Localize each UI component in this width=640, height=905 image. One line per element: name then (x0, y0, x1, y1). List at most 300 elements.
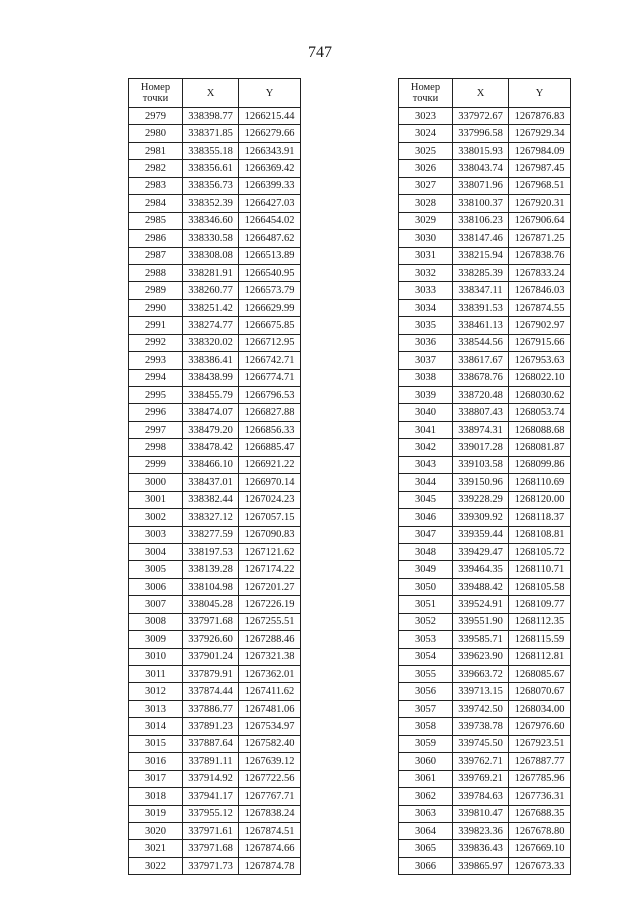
table-row (399, 805, 571, 822)
point-number-cell: 2983 (129, 177, 183, 194)
point-number-cell: 2996 (129, 404, 183, 421)
y-coordinate-cell: 1266343.91 (239, 142, 301, 159)
table-row (129, 421, 301, 438)
x-coordinate-cell: 338260.77 (183, 282, 239, 299)
y-coordinate-cell: 1267362.01 (239, 666, 301, 683)
point-number-cell: 3059 (399, 735, 453, 752)
y-coordinate-cell: 1268109.77 (509, 596, 571, 613)
x-coordinate-cell: 337886.77 (183, 700, 239, 717)
x-coordinate-cell: 338678.76 (453, 369, 509, 386)
point-number-cell: 2980 (129, 125, 183, 142)
table-row (129, 596, 301, 613)
table-row (399, 509, 571, 526)
y-coordinate-cell: 1266629.99 (239, 299, 301, 316)
y-coordinate-cell: 1267121.62 (239, 543, 301, 560)
x-coordinate-cell: 337996.58 (453, 125, 509, 142)
table-row (399, 700, 571, 717)
x-coordinate-cell: 338100.37 (453, 195, 509, 212)
y-coordinate-cell: 1267481.06 (239, 700, 301, 717)
y-coordinate-cell: 1267838.76 (509, 247, 571, 264)
y-coordinate-cell: 1267673.33 (509, 857, 571, 874)
table-row (399, 822, 571, 839)
point-number-cell: 3007 (129, 596, 183, 613)
header-point-number: Номер точки (399, 79, 453, 108)
point-number-cell: 3023 (399, 108, 453, 125)
x-coordinate-cell: 338104.98 (183, 578, 239, 595)
y-coordinate-cell: 1266279.66 (239, 125, 301, 142)
y-coordinate-cell: 1267902.97 (509, 317, 571, 334)
point-number-cell: 3018 (129, 788, 183, 805)
table-row (399, 631, 571, 648)
x-coordinate-cell: 338251.42 (183, 299, 239, 316)
x-coordinate-cell: 337955.12 (183, 805, 239, 822)
point-number-cell: 3058 (399, 718, 453, 735)
point-number-cell: 3055 (399, 666, 453, 683)
x-coordinate-cell: 339738.78 (453, 718, 509, 735)
y-coordinate-cell: 1268081.87 (509, 439, 571, 456)
point-number-cell: 2995 (129, 387, 183, 404)
table-row (399, 334, 571, 351)
table-row (399, 369, 571, 386)
x-coordinate-cell: 339359.44 (453, 526, 509, 543)
x-coordinate-cell: 338277.59 (183, 526, 239, 543)
table-row (399, 387, 571, 404)
table-row (399, 264, 571, 281)
y-coordinate-cell: 1267874.78 (239, 857, 301, 874)
y-coordinate-cell: 1266487.62 (239, 230, 301, 247)
point-number-cell: 3016 (129, 753, 183, 770)
point-number-cell: 2989 (129, 282, 183, 299)
point-number-cell: 3026 (399, 160, 453, 177)
x-coordinate-cell: 338347.11 (453, 282, 509, 299)
header-y: Y (509, 79, 571, 108)
x-coordinate-cell: 338371.85 (183, 125, 239, 142)
table-row (129, 439, 301, 456)
x-coordinate-cell: 337887.64 (183, 735, 239, 752)
point-number-cell: 3034 (399, 299, 453, 316)
point-number-cell: 3045 (399, 491, 453, 508)
y-coordinate-cell: 1268120.00 (509, 491, 571, 508)
point-number-cell: 3042 (399, 439, 453, 456)
point-number-cell: 3053 (399, 631, 453, 648)
y-coordinate-cell: 1268112.81 (509, 648, 571, 665)
point-number-cell: 3033 (399, 282, 453, 299)
table-row (129, 160, 301, 177)
table-row (399, 299, 571, 316)
y-coordinate-cell: 1267669.10 (509, 840, 571, 857)
point-number-cell: 3031 (399, 247, 453, 264)
point-number-cell: 3057 (399, 700, 453, 717)
y-coordinate-cell: 1267987.45 (509, 160, 571, 177)
y-coordinate-cell: 1267201.27 (239, 578, 301, 595)
point-number-cell: 2998 (129, 439, 183, 456)
x-coordinate-cell: 337971.73 (183, 857, 239, 874)
x-coordinate-cell: 339810.47 (453, 805, 509, 822)
header-y: Y (239, 79, 301, 108)
table-row (399, 561, 571, 578)
y-coordinate-cell: 1268053.74 (509, 404, 571, 421)
table-row (129, 561, 301, 578)
x-coordinate-cell: 339745.50 (453, 735, 509, 752)
table-row (129, 212, 301, 229)
point-number-cell: 3011 (129, 666, 183, 683)
y-coordinate-cell: 1267846.03 (509, 282, 571, 299)
table-row (129, 317, 301, 334)
table-row (129, 805, 301, 822)
x-coordinate-cell: 339488.42 (453, 578, 509, 595)
table-row (399, 491, 571, 508)
y-coordinate-cell: 1267722.56 (239, 770, 301, 787)
point-number-cell: 3009 (129, 631, 183, 648)
point-number-cell: 3004 (129, 543, 183, 560)
coordinates-table-right (398, 78, 571, 875)
table-row (399, 718, 571, 735)
x-coordinate-cell: 338807.43 (453, 404, 509, 421)
table-row (399, 578, 571, 595)
table-row (399, 526, 571, 543)
y-coordinate-cell: 1267953.63 (509, 352, 571, 369)
y-coordinate-cell: 1266215.44 (239, 108, 301, 125)
point-number-cell: 2988 (129, 264, 183, 281)
y-coordinate-cell: 1268030.62 (509, 387, 571, 404)
x-coordinate-cell: 339865.97 (453, 857, 509, 874)
y-coordinate-cell: 1266742.71 (239, 352, 301, 369)
table-row (399, 596, 571, 613)
x-coordinate-cell: 337972.67 (453, 108, 509, 125)
table-row (399, 543, 571, 560)
table-row (399, 247, 571, 264)
y-coordinate-cell: 1267736.31 (509, 788, 571, 805)
y-coordinate-cell: 1268022.10 (509, 369, 571, 386)
y-coordinate-cell: 1266856.33 (239, 421, 301, 438)
table-row (399, 735, 571, 752)
point-number-cell: 3044 (399, 474, 453, 491)
x-coordinate-cell: 338285.39 (453, 264, 509, 281)
point-number-cell: 3017 (129, 770, 183, 787)
y-coordinate-cell: 1266399.33 (239, 177, 301, 194)
y-coordinate-cell: 1267255.51 (239, 613, 301, 630)
point-number-cell: 2999 (129, 456, 183, 473)
table-row (129, 195, 301, 212)
y-coordinate-cell: 1267876.83 (509, 108, 571, 125)
point-number-cell: 3036 (399, 334, 453, 351)
point-number-cell: 2994 (129, 369, 183, 386)
y-coordinate-cell: 1267833.24 (509, 264, 571, 281)
table-row (399, 840, 571, 857)
x-coordinate-cell: 338139.28 (183, 561, 239, 578)
table-row (399, 474, 571, 491)
x-coordinate-cell: 338197.53 (183, 543, 239, 560)
table-row (129, 788, 301, 805)
point-number-cell: 3050 (399, 578, 453, 595)
point-number-cell: 2992 (129, 334, 183, 351)
y-coordinate-cell: 1266454.02 (239, 212, 301, 229)
point-number-cell: 3003 (129, 526, 183, 543)
point-number-cell: 2981 (129, 142, 183, 159)
x-coordinate-cell: 338356.73 (183, 177, 239, 194)
x-coordinate-cell: 338479.20 (183, 421, 239, 438)
table-row (399, 857, 571, 874)
point-number-cell: 3037 (399, 352, 453, 369)
table-row (399, 195, 571, 212)
y-coordinate-cell: 1268088.68 (509, 421, 571, 438)
table-row (129, 526, 301, 543)
table-row (129, 404, 301, 421)
table-row (129, 822, 301, 839)
x-coordinate-cell: 337926.60 (183, 631, 239, 648)
x-coordinate-cell: 338327.12 (183, 509, 239, 526)
y-coordinate-cell: 1268034.00 (509, 700, 571, 717)
y-coordinate-cell: 1266774.71 (239, 369, 301, 386)
table-row (129, 456, 301, 473)
y-coordinate-cell: 1267678.80 (509, 822, 571, 839)
x-coordinate-cell: 338544.56 (453, 334, 509, 351)
y-coordinate-cell: 1267906.64 (509, 212, 571, 229)
table-row (129, 142, 301, 159)
point-number-cell: 2993 (129, 352, 183, 369)
x-coordinate-cell: 338438.99 (183, 369, 239, 386)
point-number-cell: 2984 (129, 195, 183, 212)
y-coordinate-cell: 1267920.31 (509, 195, 571, 212)
x-coordinate-cell: 339429.47 (453, 543, 509, 560)
x-coordinate-cell: 339150.96 (453, 474, 509, 491)
point-number-cell: 3066 (399, 857, 453, 874)
point-number-cell: 3047 (399, 526, 453, 543)
x-coordinate-cell: 339623.90 (453, 648, 509, 665)
y-coordinate-cell: 1267968.51 (509, 177, 571, 194)
x-coordinate-cell: 337971.61 (183, 822, 239, 839)
x-coordinate-cell: 339762.71 (453, 753, 509, 770)
table-row (129, 578, 301, 595)
point-number-cell: 3056 (399, 683, 453, 700)
header-x: X (453, 79, 509, 108)
point-number-cell: 3049 (399, 561, 453, 578)
table-row (129, 613, 301, 630)
y-coordinate-cell: 1268110.71 (509, 561, 571, 578)
x-coordinate-cell: 338720.48 (453, 387, 509, 404)
y-coordinate-cell: 1266369.42 (239, 160, 301, 177)
point-number-cell: 2987 (129, 247, 183, 264)
table-row (129, 108, 301, 125)
x-coordinate-cell: 338355.18 (183, 142, 239, 159)
x-coordinate-cell: 337971.68 (183, 840, 239, 857)
x-coordinate-cell: 338147.46 (453, 230, 509, 247)
y-coordinate-cell: 1267639.12 (239, 753, 301, 770)
x-coordinate-cell: 339551.90 (453, 613, 509, 630)
table-row (399, 282, 571, 299)
table-row (129, 753, 301, 770)
point-number-cell: 3013 (129, 700, 183, 717)
point-number-cell: 3064 (399, 822, 453, 839)
table-row (129, 387, 301, 404)
point-number-cell: 3029 (399, 212, 453, 229)
y-coordinate-cell: 1266970.14 (239, 474, 301, 491)
y-coordinate-cell: 1268108.81 (509, 526, 571, 543)
x-coordinate-cell: 338466.10 (183, 456, 239, 473)
y-coordinate-cell: 1267923.51 (509, 735, 571, 752)
header-x: X (183, 79, 239, 108)
point-number-cell: 3032 (399, 264, 453, 281)
y-coordinate-cell: 1267874.51 (239, 822, 301, 839)
point-number-cell: 3041 (399, 421, 453, 438)
coordinates-table-left (128, 78, 301, 875)
table-row (399, 439, 571, 456)
x-coordinate-cell: 338478.42 (183, 439, 239, 456)
point-number-cell: 3048 (399, 543, 453, 560)
table-row (399, 666, 571, 683)
y-coordinate-cell: 1268085.67 (509, 666, 571, 683)
x-coordinate-cell: 337971.68 (183, 613, 239, 630)
x-coordinate-cell: 338437.01 (183, 474, 239, 491)
y-coordinate-cell: 1267174.22 (239, 561, 301, 578)
point-number-cell: 3024 (399, 125, 453, 142)
point-number-cell: 3000 (129, 474, 183, 491)
x-coordinate-cell: 338398.77 (183, 108, 239, 125)
y-coordinate-cell: 1267874.55 (509, 299, 571, 316)
x-coordinate-cell: 338045.28 (183, 596, 239, 613)
table-row (399, 421, 571, 438)
table-row (129, 247, 301, 264)
x-coordinate-cell: 338346.60 (183, 212, 239, 229)
table-row (129, 491, 301, 508)
table-row (129, 631, 301, 648)
y-coordinate-cell: 1266427.03 (239, 195, 301, 212)
table-row (399, 613, 571, 630)
x-coordinate-cell: 338617.67 (453, 352, 509, 369)
x-coordinate-cell: 338330.58 (183, 230, 239, 247)
table-row (129, 857, 301, 874)
x-coordinate-cell: 337891.11 (183, 753, 239, 770)
x-coordinate-cell: 338274.77 (183, 317, 239, 334)
table-row (129, 125, 301, 142)
x-coordinate-cell: 339663.72 (453, 666, 509, 683)
y-coordinate-cell: 1268115.59 (509, 631, 571, 648)
table-row (399, 142, 571, 159)
table-row (129, 369, 301, 386)
table-row (399, 108, 571, 125)
x-coordinate-cell: 339713.15 (453, 683, 509, 700)
point-number-cell: 2985 (129, 212, 183, 229)
table-row (129, 352, 301, 369)
point-number-cell: 3008 (129, 613, 183, 630)
point-number-cell: 3028 (399, 195, 453, 212)
x-coordinate-cell: 338320.02 (183, 334, 239, 351)
point-number-cell: 3043 (399, 456, 453, 473)
y-coordinate-cell: 1267874.66 (239, 840, 301, 857)
point-number-cell: 3002 (129, 509, 183, 526)
y-coordinate-cell: 1267871.25 (509, 230, 571, 247)
table-row (129, 683, 301, 700)
x-coordinate-cell: 339524.91 (453, 596, 509, 613)
table-row (399, 788, 571, 805)
x-coordinate-cell: 338308.08 (183, 247, 239, 264)
table-row (399, 317, 571, 334)
point-number-cell: 3062 (399, 788, 453, 805)
y-coordinate-cell: 1268070.67 (509, 683, 571, 700)
y-coordinate-cell: 1267057.15 (239, 509, 301, 526)
y-coordinate-cell: 1267929.34 (509, 125, 571, 142)
table-row (129, 230, 301, 247)
y-coordinate-cell: 1267838.24 (239, 805, 301, 822)
x-coordinate-cell: 339585.71 (453, 631, 509, 648)
table-row (129, 735, 301, 752)
point-number-cell: 3022 (129, 857, 183, 874)
x-coordinate-cell: 337914.92 (183, 770, 239, 787)
y-coordinate-cell: 1267785.96 (509, 770, 571, 787)
y-coordinate-cell: 1268110.69 (509, 474, 571, 491)
table-row (129, 509, 301, 526)
point-number-cell: 2982 (129, 160, 183, 177)
table-row (399, 125, 571, 142)
table-row (129, 334, 301, 351)
x-coordinate-cell: 339464.35 (453, 561, 509, 578)
table-row (129, 299, 301, 316)
y-coordinate-cell: 1266796.53 (239, 387, 301, 404)
table-row (129, 474, 301, 491)
point-number-cell: 3030 (399, 230, 453, 247)
x-coordinate-cell: 338382.44 (183, 491, 239, 508)
y-coordinate-cell: 1267976.60 (509, 718, 571, 735)
y-coordinate-cell: 1267321.38 (239, 648, 301, 665)
point-number-cell: 3051 (399, 596, 453, 613)
table-row (399, 352, 571, 369)
table-row (399, 683, 571, 700)
point-number-cell: 3010 (129, 648, 183, 665)
table-row (129, 770, 301, 787)
point-number-cell: 3039 (399, 387, 453, 404)
x-coordinate-cell: 338071.96 (453, 177, 509, 194)
header-point-number: Номер точки (129, 79, 183, 108)
table-row (399, 456, 571, 473)
x-coordinate-cell: 338352.39 (183, 195, 239, 212)
x-coordinate-cell: 337879.91 (183, 666, 239, 683)
table-row (399, 160, 571, 177)
x-coordinate-cell: 338015.93 (453, 142, 509, 159)
x-coordinate-cell: 338386.41 (183, 352, 239, 369)
table-row (399, 230, 571, 247)
table-row (399, 212, 571, 229)
x-coordinate-cell: 338461.13 (453, 317, 509, 334)
y-coordinate-cell: 1266540.95 (239, 264, 301, 281)
x-coordinate-cell: 338474.07 (183, 404, 239, 421)
point-number-cell: 3046 (399, 509, 453, 526)
point-number-cell: 2990 (129, 299, 183, 316)
table-row (129, 177, 301, 194)
x-coordinate-cell: 339823.36 (453, 822, 509, 839)
x-coordinate-cell: 338281.91 (183, 264, 239, 281)
point-number-cell: 3025 (399, 142, 453, 159)
x-coordinate-cell: 337874.44 (183, 683, 239, 700)
point-number-cell: 2986 (129, 230, 183, 247)
point-number-cell: 3012 (129, 683, 183, 700)
y-coordinate-cell: 1268105.72 (509, 543, 571, 560)
point-number-cell: 3020 (129, 822, 183, 839)
point-number-cell: 2991 (129, 317, 183, 334)
y-coordinate-cell: 1266827.88 (239, 404, 301, 421)
y-coordinate-cell: 1268099.86 (509, 456, 571, 473)
point-number-cell: 2979 (129, 108, 183, 125)
x-coordinate-cell: 337891.23 (183, 718, 239, 735)
point-number-cell: 3063 (399, 805, 453, 822)
y-coordinate-cell: 1267767.71 (239, 788, 301, 805)
x-coordinate-cell: 338043.74 (453, 160, 509, 177)
y-coordinate-cell: 1267090.83 (239, 526, 301, 543)
table-row (129, 700, 301, 717)
point-number-cell: 3040 (399, 404, 453, 421)
x-coordinate-cell: 339769.21 (453, 770, 509, 787)
x-coordinate-cell: 338391.53 (453, 299, 509, 316)
y-coordinate-cell: 1267688.35 (509, 805, 571, 822)
